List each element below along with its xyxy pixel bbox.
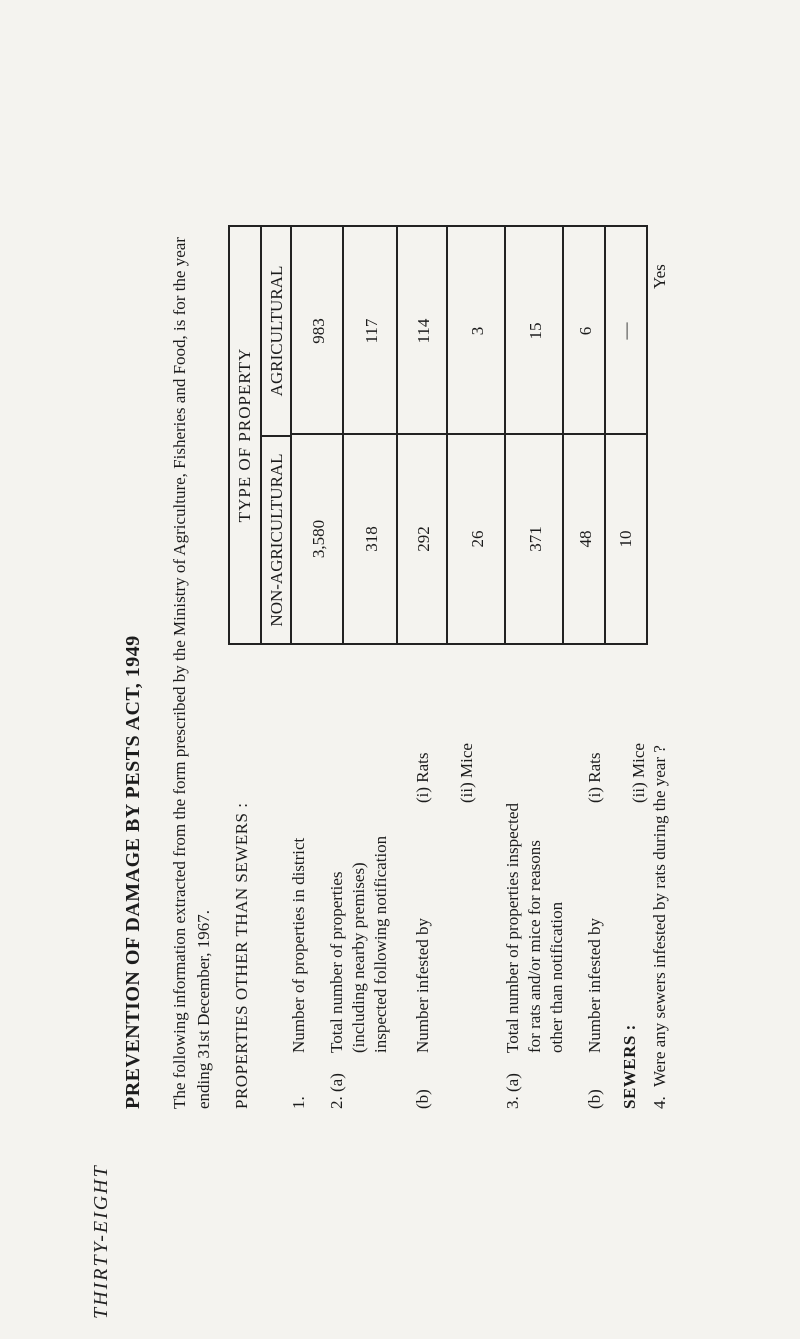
row-divider — [396, 227, 398, 643]
table-cell-non-agricultural: 292 — [414, 526, 433, 552]
row-text: Number of properties in district — [289, 837, 308, 1053]
table-cell-non-agricultural: 371 — [526, 526, 545, 552]
table-cell-agricultural: 3 — [468, 326, 487, 336]
table-cell-non-agricultural: 10 — [616, 530, 635, 548]
sewers-title: SEWERS : — [620, 1024, 639, 1109]
sewers-question-text: Were any sewers infested by rats during the year ? — [650, 745, 669, 1087]
row-text: Total number of properties (including nearby premises) inspected following notification — [327, 835, 390, 1053]
table-cell-agricultural: 114 — [414, 318, 433, 344]
row-divider — [604, 227, 606, 643]
row-text: Number infested by — [413, 917, 432, 1053]
table-cell-non-agricultural: 48 — [576, 530, 595, 548]
table-header: TYPE OF PROPERTY — [235, 347, 254, 523]
row-number: 2. (a) — [327, 1073, 346, 1109]
table-cell-agricultural: 117 — [362, 318, 381, 344]
page-folio: THIRTY-EIGHT — [90, 1164, 112, 1319]
row-divider — [446, 227, 448, 643]
column-header-non-agricultural: NON-AGRICULTURAL — [260, 435, 290, 643]
row-divider — [290, 227, 292, 643]
table-cell-agricultural: — — [616, 322, 635, 340]
section-title: PROPERTIES OTHER THAN SEWERS : — [232, 802, 251, 1109]
row-number: (b) — [413, 1089, 432, 1109]
row-divider — [504, 227, 506, 643]
table-cell-non-agricultural: 318 — [362, 526, 381, 552]
table-cell-non-agricultural: 3,580 — [309, 519, 328, 559]
table-cell-agricultural: 6 — [576, 326, 595, 336]
row-divider — [562, 227, 564, 643]
row-sub-label: (ii) Mice — [457, 743, 476, 803]
table-cell-agricultural: 983 — [309, 318, 328, 344]
table-cell-agricultural: 15 — [526, 322, 545, 340]
row-text: Total number of properties inspected for rats and/or mice for reasons other than notification — [503, 803, 566, 1053]
sewers-number: 4. — [650, 1096, 669, 1109]
column-header-agricultural: AGRICULTURAL — [260, 227, 290, 435]
row-labels — [0, 649, 800, 1109]
table-cell-non-agricultural: 26 — [468, 530, 487, 548]
row-sub-label: (i) Rats — [585, 752, 604, 803]
page-title: PREVENTION OF DAMAGE BY PESTS ACT, 1949 — [122, 635, 144, 1109]
row-divider — [342, 227, 344, 643]
property-table — [228, 225, 648, 645]
row-sub-label: (ii) Mice — [629, 743, 648, 803]
row-number: (b) — [585, 1089, 604, 1109]
row-number: 1. — [289, 1096, 308, 1109]
row-number: 3. (a) — [503, 1073, 522, 1109]
sewers-answer: Yes — [650, 264, 669, 289]
intro-paragraph: The following information extracted from the form prescribed by the Ministry of Agriculture, Fisheries and Food, is for the year ending 31st December, 1967. — [170, 237, 213, 1109]
row-sub-label: (i) Rats — [413, 752, 432, 803]
row-text: Number infested by — [585, 917, 604, 1053]
